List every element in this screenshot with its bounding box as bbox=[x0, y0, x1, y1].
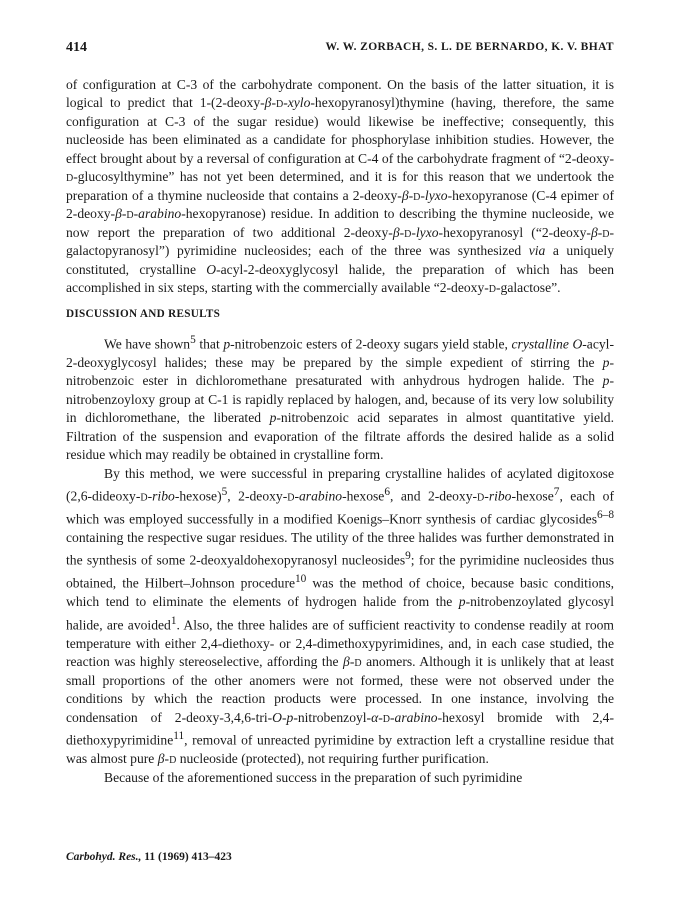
running-head-authors: W. W. ZORBACH, S. L. DE BERNARDO, K. V. BHAT bbox=[325, 41, 614, 53]
journal-citation-footer bbox=[66, 851, 232, 863]
volume-year-pages: 11 (1969) 413–423 bbox=[141, 851, 232, 863]
body-paragraph: By this method, we were successful in preparing crystalline halides of acylated digitoxose (2,6-dideoxy-d-ribo-hexose)$^5$, 2-deoxy-d-arabino-hexose$^6$, and 2-deoxy-d-ribo-hexose$^7$, each of which was employed successfully in a modified Koenigs–Knorr synthesis of cardiac glycosides$^{6-8}$ containing the respective sugar residues. The utility of the three halides was further demonstrated in the synthesis of some 2-deoxyaldohexopyranosyl nucleosides$^9$; for the pyrimidine nucleosides thus obtained, the Hilbert–Johnson procedure$^{10}$ was the method of choice, because basic conditions, which tend to eliminate the elements of hydrogen halide from the p-nitrobenzoylated glycosyl halide, are avoided$^1$. Also, the three halides are of sufficient reactivity to condense readily at room temperature with either 2,4-diethoxy- or 2,4-dimethoxypyrimidines, and, in each case studied, the reaction was highly stereoselective, affording the β-d anomers. Although it is unlikely that at least small proportions of the other anomers were not formed, these were not observed under the conditions by which the reaction products were processed. In one instance, involving the condensation of 2-deoxy-3,4,6-tri-O-p-nitrobenzoyl-α-d-arabino-hexosyl bromide with 2,4-diethoxypyrimidine$^{11}$, removal of unreacted pyrimidine by extraction left a crystalline residue that was almost pure β-d nucleoside (protected), not requiring further purification. bbox=[66, 465, 615, 767]
body-paragraph: Because of the aforementioned success in the preparation of such pyrimidine bbox=[104, 769, 523, 785]
section-heading: DISCUSSION AND RESULTS bbox=[66, 308, 221, 321]
body-paragraph: We have shown$^5$ that p-nitrobenzoic esters of 2-deoxy sugars yield stable, crystalline O-acyl-2-deoxyglycosyl halides; these may be prepared by the simple expedient of stirring the p-nitrobenzoic ester in dichloromethane presaturated with anhydrous hydrogen halide. The p-nitrobenzoyloxy group at C-1 is rapidly replaced by halogen, and, because of its very low solubility in dichloromethane, the liberated p-nitrobenzoic acid separates in almost quantitative yield. Filtration of the suspension and evaporation of the filtrate affords the desired halide as a solid residue which may readily be obtained in crystalline form. bbox=[66, 333, 615, 463]
journal-name: Carbohyd. Res., bbox=[66, 851, 142, 863]
page-number: 414 bbox=[66, 40, 87, 55]
intro-paragraphs bbox=[66, 76, 614, 297]
article-body bbox=[66, 76, 614, 787]
body-paragraph: of configuration at C-3 of the carbohydrate component. On the basis of the latter situation, it is logical to predict that 1-(2-deoxy-β-d-xylo-hexopyranosyl)thymine (having, therefore, the same configuration at C-3 of the sugar residue) would likewise be ineffective; consequently, this nucleoside has been eliminated as a candidate for phosphorylase inhibition studies. However, the effect brought about by a reversal of configuration at C-4 of the carbohydrate fragment of “2-deoxy-d-glucosylthymine” has not yet been determined, and it is for this reason that we undertook the preparation of a thymine nucleoside that contains a 2-deoxy-β-d-lyxo-hexopyranose (C-4 epimer of 2-deoxy-β-d-arabino-hexopyranose) residue. In addition to describing the thymine nucleoside, we now report the preparation of two additional 2-deoxy-β-d-lyxo-hexopyranosyl (“2-deoxy-β-d-galactopyranosyl”) pyrimidine nucleosides; each of the three was synthesized via a uniquely constituted, crystalline O-acyl-2-deoxyglycosyl halide, the preparation of which has been accomplished in six steps, starting with the commercially available “2-deoxy-d-galactose”. bbox=[66, 77, 615, 295]
section-paragraphs bbox=[66, 331, 614, 787]
page-header bbox=[66, 40, 614, 60]
